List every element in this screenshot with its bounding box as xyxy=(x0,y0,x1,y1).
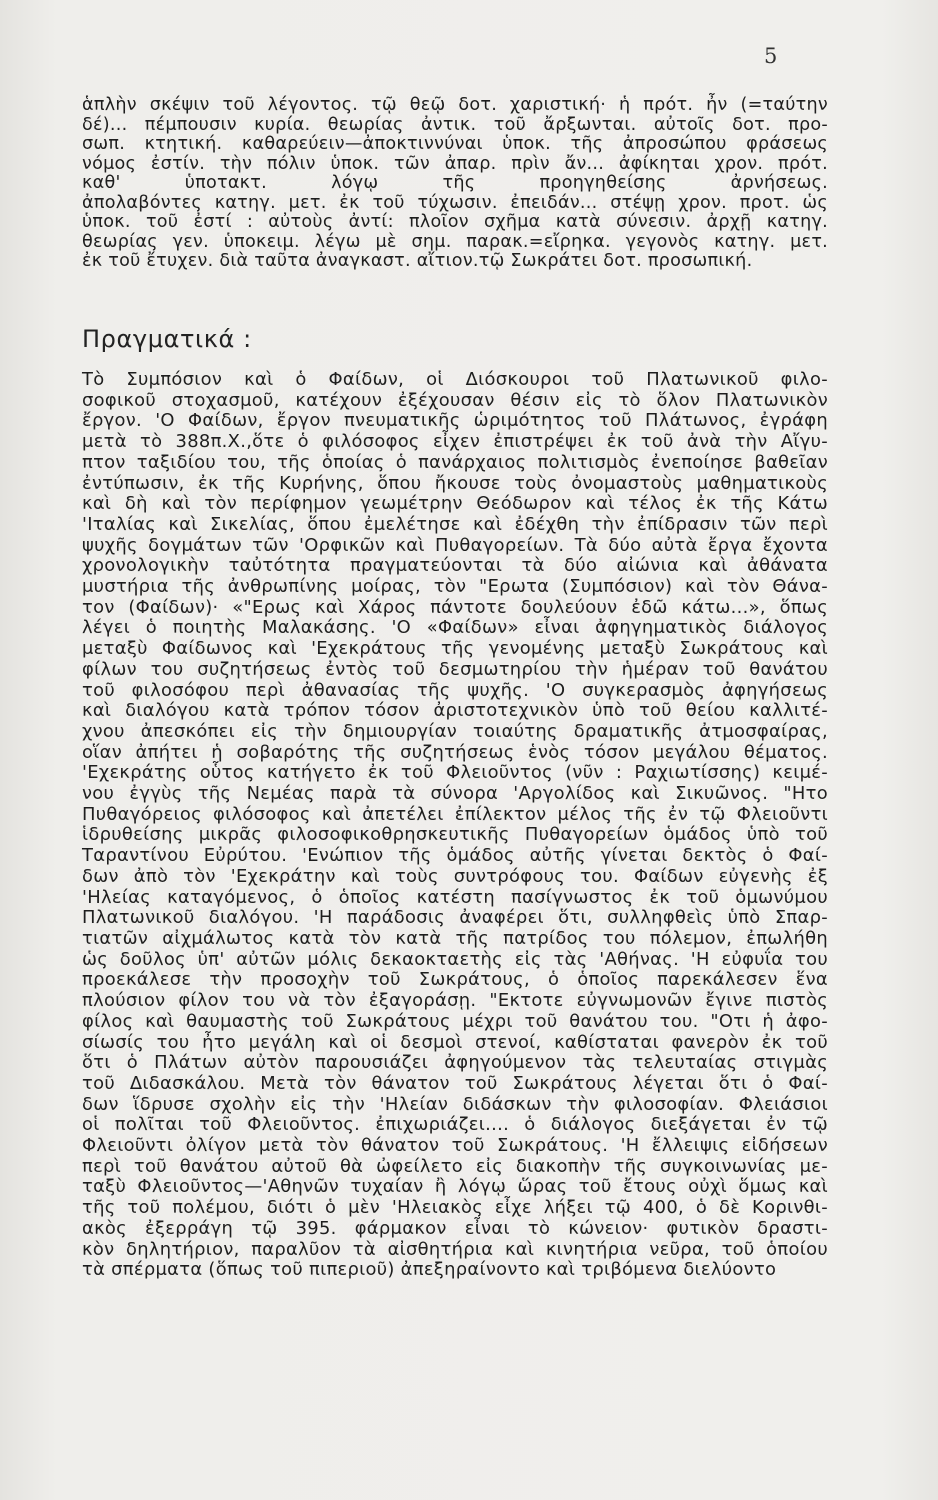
body-line: καὶ δὴ καὶ τὸν περίφημον γεωμέτρην Θεόδωρον καὶ τέλος ἐκ τῆς Κάτω xyxy=(82,493,828,515)
section-heading: Πραγματικά : xyxy=(82,325,252,353)
notes-line: σωπ. κτητική. καθαρεύειν—ἀποκτιννύναι ὑποκ. τῆς ἀπροσώπου φράσεως xyxy=(82,134,828,154)
body-line: νου ἐγγὺς τῆς Νεμέας παρὰ τὰ σύνορα 'Αργολίδος καὶ Σικυῶνος. "Ητο xyxy=(82,783,828,805)
body-line: χρονολογικὴν ταὐτότητα πραγματεύονται τὰ δύο αἰώνια καὶ ἀθάνατα xyxy=(82,555,828,577)
body-line: ἐντύπωσιν, ἐκ τῆς Κυρήνης, ὅπου ἤκουσε τοὺς ὀνομαστοὺς μαθηματικοὺς xyxy=(82,472,828,494)
body-line: τιατῶν αἰχμάλωτος κατὰ τὸν κατὰ τῆς πατρίδος του πόλεμον, ἐπωλήθη xyxy=(82,927,828,949)
body-line: Πυθαγόρειος φιλόσοφος καὶ ἀπετέλει ἐπίλεκτον μέλος τῆς ἐν τῷ Φλειοῦντι xyxy=(82,803,828,825)
body-line: ὡς δοῦλος ὑπ' αὐτῶν μόλις δεκαοκταετὴς εἰς τὰς 'Αθήνας. 'Η εὐφυΐα του xyxy=(82,948,828,970)
body-line: οἱ πολῖται τοῦ Φλειοῦντος. ἐπιχωριάζει.... ὁ διάλογος διεξάγεται ἐν τῷ xyxy=(82,1114,828,1136)
body-line: 'Ιταλίας καὶ Σικελίας, ὅπου ἐμελέτησε καὶ ἐδέχθη τὴν ἐπίδρασιν τῶν περὶ xyxy=(82,513,828,535)
body-line: οἵαν ἀπήτει ἡ σοβαρότης τῆς συζητήσεως ἑνὸς τόσον μεγάλου θέματος. xyxy=(82,741,828,763)
body-line: δων ἀπὸ τὸν 'Εχεκράτην καὶ τοὺς συντρόφους του. Φαίδων εὐγενὴς ἐξ xyxy=(82,865,828,887)
grammatical-notes xyxy=(82,96,828,272)
body-line: 'Εχεκράτης οὗτος κατήγετο ἐκ τοῦ Φλειοῦντος (νῦν : Ραχιωτίσσης) κειμέ- xyxy=(82,762,828,784)
body-line: ὅτι ὁ Πλάτων αὐτὸν παρουσιάζει ἀφηγούμενον τὰς τελευταίας στιγμὰς xyxy=(82,1052,828,1074)
body-line: χνου ἀπεσκόπει εἰς τὴν δημιουργίαν τοιαύτης δραματικῆς ἀτμοσφαίρας, xyxy=(82,720,828,742)
body-line: φίλος καὶ θαυμαστὴς τοῦ Σωκράτους μέχρι τοῦ θανάτου του. "Οτι ἡ ἀφο- xyxy=(82,1010,828,1032)
body-line: Φλειοῦντι ὀλίγον μετὰ τὸν θάνατον τοῦ Σωκράτους. 'Η ἔλλειψις εἰδήσεων xyxy=(82,1135,828,1157)
body-line: πτον ταξιδίου του, τῆς ὁποίας ὁ πανάρχαιος πολιτισμὸς ἐνεποίησε βαθεῖαν xyxy=(82,451,828,473)
body-line: τὰ σπέρματα (ὅπως τοῦ πιπεριοῦ) ἀπεξηραίνοντο καὶ τριβόμενα διελύοντο xyxy=(82,1259,777,1281)
body-line: ἱδρυθείσης μικρᾶς φιλοσοφικοθρησκευτικῆς Πυθαγορείων ὁμάδος ὑπὸ τοῦ xyxy=(82,824,828,846)
body-line: δων ἵδρυσε σχολὴν εἰς τὴν 'Ηλείαν διδάσκων τὴν φιλοσοφίαν. Φλειάσιοι xyxy=(82,1093,828,1115)
body-line: σίωσίς του ἦτο μεγάλη καὶ οἱ δεσμοὶ στενοί, καθίσταται φανερὸν ἐκ τοῦ xyxy=(82,1031,828,1053)
notes-line: ὑποκ. τοῦ ἐστί : αὐτοὺς ἀντί: πλοῖον σχῆμα κατὰ σύνεσιν. ἀρχῇ κατηγ. xyxy=(82,212,828,232)
body-line: Τὸ Συμπόσιον καὶ ὁ Φαίδων, οἱ Διόσκουροι τοῦ Πλατωνικοῦ φιλο- xyxy=(82,369,828,390)
body-line: μετὰ τὸ 388π.Χ.,ὅτε ὁ φιλόσοφος εἶχεν ἐπιστρέψει ἐκ τοῦ ἀνὰ τὴν Αἴγυ- xyxy=(82,431,828,453)
body-line: ακὸς ἐξερράγη τῷ 395. φάρμακον εἶναι τὸ κώνειον· φυτικὸν δραστι- xyxy=(82,1217,828,1239)
body-text xyxy=(82,370,828,1281)
body-line: προεκάλεσε τὴν προσοχὴν τοῦ Σωκράτους, ὁ ὁποῖος παρεκάλεσεν ἕνα xyxy=(82,969,828,991)
page-number: 5 xyxy=(764,44,778,68)
notes-line: νόμος ἐστίν. τὴν πόλιν ὑποκ. τῶν ἀπαρ. πρὶν ἄν... ἀφίκηται χρον. πρότ. xyxy=(82,153,828,174)
notes-line: ἁπλὴν σκέψιν τοῦ λέγοντος. τῷ θεῷ δοτ. χαριστική· ἡ πρότ. ἦν (=ταύτην xyxy=(82,95,828,115)
body-line: Πλατωνικοῦ διαλόγου. 'Η παράδοσις ἀναφέρει ὅτι, συλληφθεὶς ὑπὸ Σπαρ- xyxy=(82,907,828,929)
body-line: μυστήρια τῆς ἀνθρωπίνης μοίρας, τὸν "Ερωτα (Συμπόσιον) καὶ τὸν Θάνα- xyxy=(82,576,828,598)
body-line: ψυχῆς δογμάτων τῶν 'Ορφικῶν καὶ Πυθαγορείων. Τὰ δύο αὐτὰ ἔργα ἔχοντα xyxy=(82,534,828,556)
body-line: καὶ διαλόγου κατὰ τρόπον τόσον ἀριστοτεχνικὸν ὑπὸ τοῦ θείου καλλιτέ- xyxy=(82,700,828,722)
body-line: τῆς τοῦ πολέμου, διότι ὁ μὲν 'Ηλειακὸς εἶχε λήξει τῷ 400, ὁ δὲ Κορινθι- xyxy=(82,1197,828,1219)
body-line: κὸν δηλητήριον, παραλῦον τὰ αἰσθητήρια καὶ κινητήρια νεῦρα, τοῦ ὁποίου xyxy=(82,1238,828,1260)
body-line: λέγει ὁ ποιητὴς Μαλακάσης. 'Ο «Φαίδων» εἶναι ἀφηγηματικὸς διάλογος xyxy=(82,617,828,639)
body-line: ταξὺ Φλειοῦντος—'Αθηνῶν τυχαίαν ἢ λόγῳ ὥρας τοῦ ἔτους οὐχὶ ὅμως καὶ xyxy=(82,1176,828,1198)
body-line: ἔργον. 'Ο Φαίδων, ἔργον πνευματικῆς ὡριμότητος τοῦ Πλάτωνος, ἐγράφη xyxy=(82,410,828,432)
body-line: περὶ τοῦ θανάτου αὐτοῦ θὰ ὠφείλετο εἰς διακοπὴν τῆς συγκοινωνίας με- xyxy=(82,1155,828,1177)
notes-line: ἀπολαβόντες κατηγ. μετ. ἐκ τοῦ τύχωσιν. ἐπειδάν... στέψῃ χρον. προτ. ὡς xyxy=(82,192,828,213)
body-line: τοῦ φιλοσόφου περὶ ἀθανασίας τῆς ψυχῆς. 'Ο συγκερασμὸς ἀφηγήσεως xyxy=(82,679,828,701)
notes-line: θεωρίας γεν. ὑποκειμ. λέγω μὲ σημ. παρακ.=εἴρηκα. γεγονὸς κατηγ. μετ. xyxy=(82,231,828,252)
body-line: φίλων του συζητήσεως ἐντὸς τοῦ δεσμωτηρίου τὴν ἡμέραν τοῦ θανάτου xyxy=(82,658,828,680)
body-line: μεταξὺ Φαίδωνος καὶ 'Εχεκράτους τῆς γενομένης μεταξὺ Σωκράτους καὶ xyxy=(82,638,828,660)
body-line: τοῦ Διδασκάλου. Μετὰ τὸν θάνατον τοῦ Σωκράτους λέγεται ὅτι ὁ Φαί- xyxy=(82,1072,828,1094)
notes-line: ἐκ τοῦ ἔτυχεν. διὰ ταῦτα ἀναγκαστ. αἴτιον.τῷ Σωκράτει δοτ. προσωπική. xyxy=(82,251,753,271)
notes-line: καθ' ὑποτακτ. λόγῳ τῆς προηγηθείσης ἀρνήσεως. xyxy=(82,173,828,193)
body-line: τον (Φαίδων)· «"Ερως καὶ Χάρος πάντοτε δουλεύουν ἐδῶ κάτω...», ὅπως xyxy=(82,596,828,618)
body-line: πλούσιον φίλον του νὰ τὸν ἐξαγοράσῃ. "Εκτοτε εὐγνωμονῶν ἔγινε πιστὸς xyxy=(82,990,828,1012)
body-line: σοφικοῦ στοχασμοῦ, κατέχουν ἐξέχουσαν θέσιν εἰς τὸ ὅλον Πλατωνικὸν xyxy=(82,389,828,411)
body-line: Ταραντίνου Εὐρύτου. 'Ενώπιον τῆς ὁμάδος αὐτῆς γίνεται δεκτὸς ὁ Φαί- xyxy=(82,845,828,867)
body-line: 'Ηλείας καταγόμενος, ὁ ὁποῖος κατέστη πασίγνωστος ἐκ τοῦ ὁμωνύμου xyxy=(82,886,828,908)
notes-line: δέ)... πέμπουσιν κυρία. θεωρίας ἀντικ. τοῦ ἄρξωνται. αὐτοῖς δοτ. προ- xyxy=(82,114,828,135)
